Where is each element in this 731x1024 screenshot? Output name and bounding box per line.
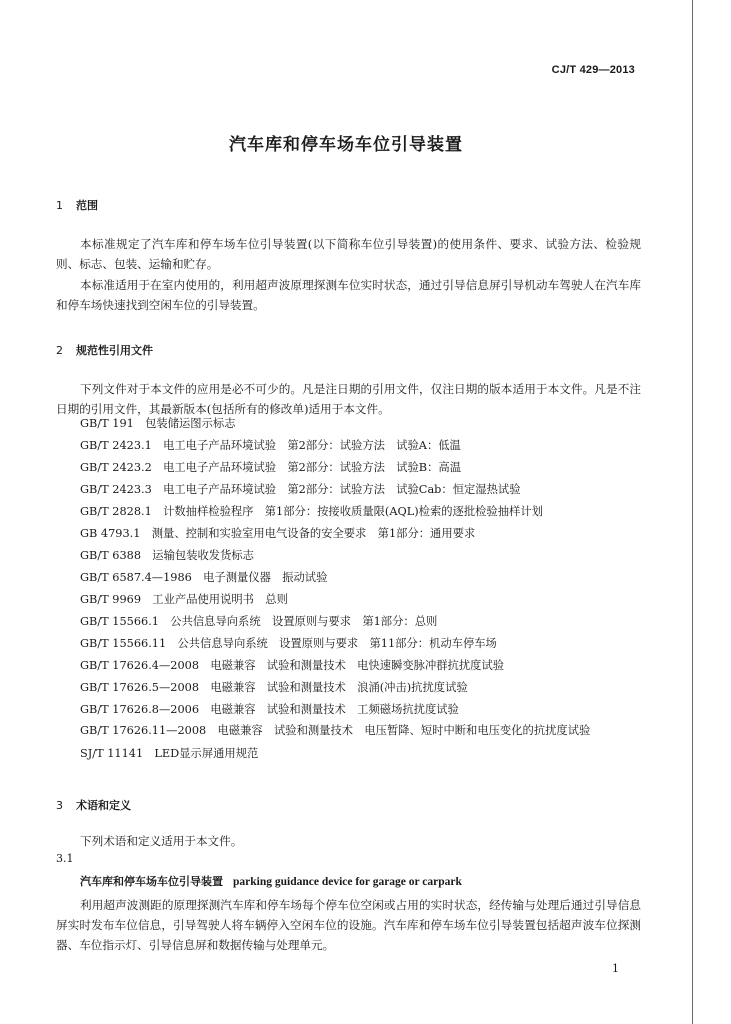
reference-item: GB/T 2423.1 电工电子产品环境试验 第2部分：试验方法 试验A：低温 — [80, 439, 461, 452]
reference-item: GB/T 15566.11 公共信息导向系统 设置原则与要求 第11部分：机动车停车场 — [80, 637, 497, 650]
section-1-heading — [56, 197, 98, 213]
section-title: 规范性引用文件 — [76, 344, 153, 357]
section-number: 2 — [56, 344, 63, 357]
clause-number: 3.1 — [56, 852, 74, 865]
references-intro: 下列文件对于本文件的应用是必不可少的。凡是注日期的引用文件，仅注日期的版本适用于本文件。凡是不注日期的引用文件，其最新版本(包括所有的修改单)适用于本文件。 — [56, 382, 641, 416]
term-definition: 利用超声波测距的原理探测汽车库和停车场每个停车位空闲或占用的实时状态，经传输与处理后通过引导信息屏实时发布车位信息，引导驾驶人将车辆停入空闲车位的设施。汽车库和停车场车位引导装置包括超声波车位探测器、车位指示灯、引导信息屏和数据传输与处理单元。 — [56, 898, 641, 952]
reference-item: GB/T 2828.1 计数抽样检验程序 第1部分：按接收质量限(AQL)检索的逐批检验抽样计划 — [80, 505, 543, 518]
scope-paragraph-2: 本标准适用于在室内使用的，利用超声波原理探测车位实时状态，通过引导信息屏引导机动车驾驶人在汽车库和停车场快速找到空闲车位的引导装置。 — [56, 278, 641, 312]
reference-item: GB/T 2423.3 电工电子产品环境试验 第2部分：试验方法 试验Cab：恒定湿热试验 — [80, 483, 521, 496]
reference-item: GB/T 6388 运输包装收发货标志 — [80, 549, 254, 562]
reference-item: GB/T 17626.8—2006 电磁兼容 试验和测量技术 工频磁场抗扰度试验 — [80, 703, 459, 716]
term-chinese: 汽车库和停车场车位引导装置 — [80, 875, 223, 888]
section-number: 3 — [56, 799, 63, 812]
term-english: parking guidance device for garage or carpark — [233, 876, 462, 888]
section-2-heading — [56, 342, 153, 358]
page-number: 1 — [612, 962, 619, 975]
section-title: 范围 — [76, 199, 98, 212]
reference-item: SJ/T 11141 LED显示屏通用规范 — [80, 747, 259, 760]
reference-item: GB/T 15566.1 公共信息导向系统 设置原则与要求 第1部分：总则 — [80, 615, 438, 628]
reference-item: GB/T 17626.5—2008 电磁兼容 试验和测量技术 浪涌(冲击)抗扰度试验 — [80, 681, 468, 694]
reference-item: GB/T 6587.4—1986 电子测量仪器 振动试验 — [80, 571, 328, 584]
normative-references-list — [80, 413, 645, 765]
reference-item: GB/T 2423.2 电工电子产品环境试验 第2部分：试验方法 试验B：高温 — [80, 461, 461, 474]
section-number: 1 — [56, 199, 63, 212]
terms-intro: 下列术语和定义适用于本文件。 — [80, 834, 243, 848]
standard-code: CJ/T 429—2013 — [551, 64, 635, 76]
reference-item: GB 4793.1 测量、控制和实验室用电气设备的安全要求 第1部分：通用要求 — [80, 527, 476, 540]
reference-item: GB/T 9969 工业产品使用说明书 总则 — [80, 593, 288, 606]
scope-paragraph-1: 本标准规定了汽车库和停车场车位引导装置(以下简称车位引导装置)的使用条件、要求、试验方法、检验规则、标志、包装、运输和贮存。 — [56, 237, 641, 271]
page-edge-line — [692, 0, 693, 1024]
reference-item: GB/T 17626.11—2008 电磁兼容 试验和测量技术 电压暂降、短时中断和电压变化的抗扰度试验 — [80, 724, 591, 737]
reference-item: GB/T 17626.4—2008 电磁兼容 试验和测量技术 电快速瞬变脉冲群抗扰度试验 — [80, 659, 505, 672]
reference-item: GB/T 191 包装储运图示标志 — [80, 417, 236, 430]
section-3-heading — [56, 797, 131, 813]
document-title: 汽车库和停车场车位引导装置 — [229, 135, 463, 155]
term-heading — [80, 873, 462, 889]
section-title: 术语和定义 — [76, 799, 131, 812]
